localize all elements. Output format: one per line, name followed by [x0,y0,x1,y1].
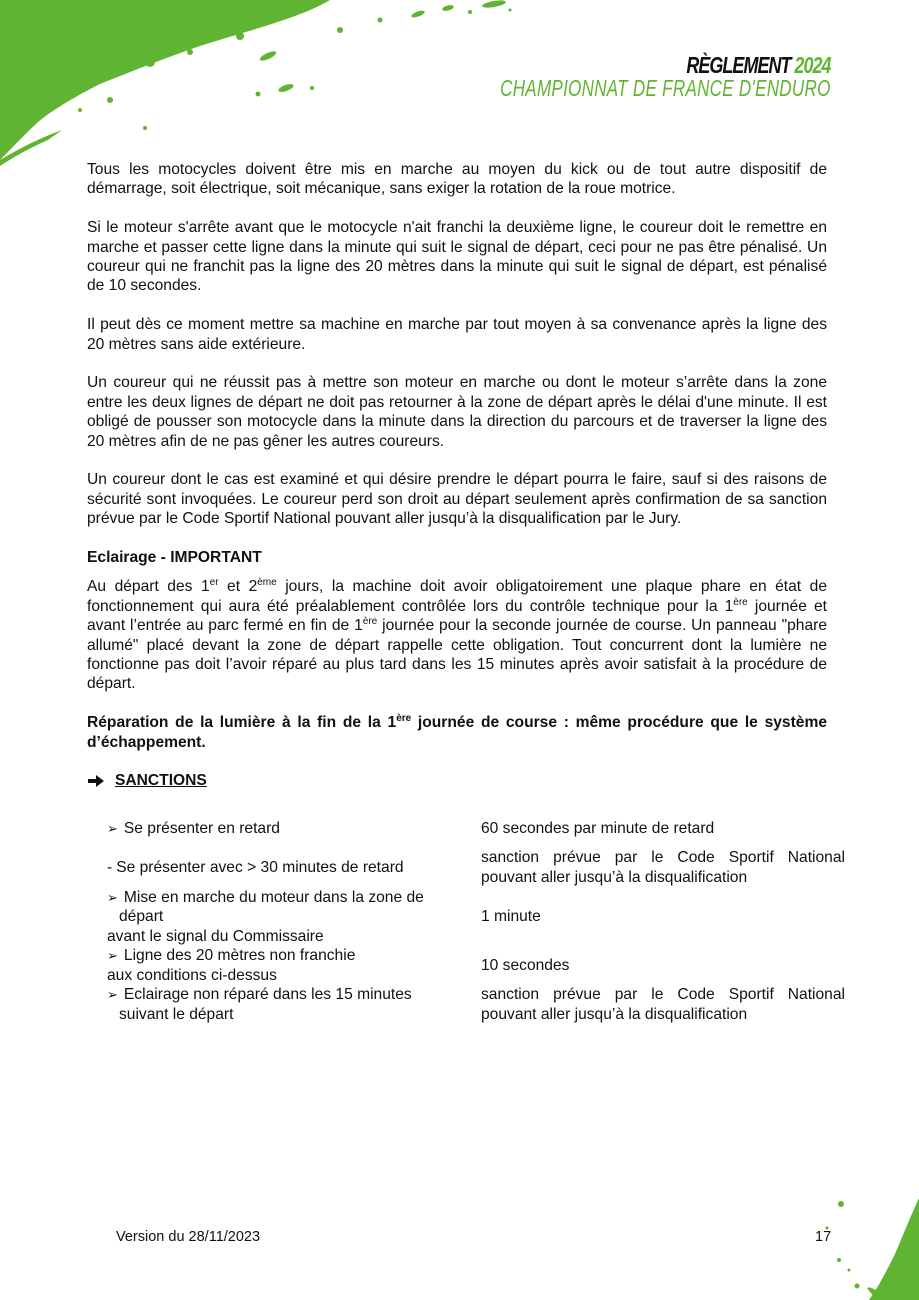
sanctions-heading [87,771,827,790]
page-number: 17 [815,1229,832,1245]
paragraph-4: Un coureur qui ne réussit pas à mettre son moteur en marche ou dont le moteur s’arrête dans la zone entre les deux lignes de départ ne doit pas retourner à la zone de départ après le délai d'une minute. Il est obligé de pousser son motocycle dans la minute dans la direction du parcours et de traverser la ligne des 20 mètres afin de ne pas gêner les autres coureurs. [87,374,827,450]
sanction-penalty: 60 secondes par minute de retard [481,820,715,838]
sanction-offense: ➢ Se présenter en retard [107,820,280,838]
arrow-right-icon [87,774,105,788]
table-row [107,985,845,1024]
document-header [384,54,831,100]
sanction-penalty: sanction prévue par le Code Sportif National pouvant aller jusqu’à la disqualification [481,986,845,1023]
header-title-year: 2024 [794,52,831,78]
paragraph-1: Tous les motocycles doivent être mis en marche au moyen du kick ou de tout autre dispositif de démarrage, soit électrique, soit mécanique, sans exiger la rotation de la roue motrice. [87,161,827,198]
sanction-offense: ➢ Eclairage non réparé dans les 15 minutes suivant le départ [107,986,412,1023]
sanction-offense: - Se présenter avec > 30 minutes de retard [107,859,404,877]
table-row [107,848,845,888]
paragraph-3: Il peut dès ce moment mettre sa machine en marche par tout moyen à sa convenance après la ligne des 20 mètres sans aide extérieure. [87,316,827,353]
sanctions-table [107,810,845,1024]
sanction-offense: ➢ Mise en marche du moteur dans la zone de départ avant le signal du Commissaire [107,888,424,945]
reparation-paragraph: Réparation de la lumière à la fin de la 1ère journée de course : même procédure que le système d’échappement. [87,713,827,751]
document-body [87,160,845,1024]
table-row [107,810,845,848]
green-splash-bottom-decoration [809,1190,919,1300]
paragraph-5: Un coureur dont le cas est examiné et qui désire prendre le départ pourra le faire, sauf si des raisons de sécurité sont invoquées. Le coureur perd son droit au départ seulement après confirmation de sa sanction prévue par le Code Sportif National pouvant aller jusqu’à la disqualification par le Jury. [87,471,827,528]
header-title [483,54,831,77]
eclairage-paragraph: Au départ des 1er et 2ème jours, la machine doit avoir obligatoirement une plaque phare en état de fonctionnement qui aura été préalablement contrôlée lors du contrôle technique pour la 1ère journée et avant l’entrée au parc fermé en fin de 1ère journée pour la seconde journée de course. Un panneau "phare allumé" placé devant la zone de départ rappelle cette obligation. Tout concurrent dont la lumière ne fonctionne pas doit l’avoir réparé au plus tard dans les 15 minutes après avoir satisfait à la procédure de départ. [87,577,827,693]
header-title-word: RÈGLEMENT [686,52,791,78]
sanction-offense: ➢ Ligne des 20 mètres non franchie aux conditions ci-dessus [107,947,356,984]
eclairage-heading: Eclairage - IMPORTANT [87,549,262,567]
table-row [107,888,845,946]
sanction-penalty: 10 secondes [481,956,570,974]
paragraph-2: Si le moteur s'arrête avant que le motocycle n'ait franchi la deuxième ligne, le coureur doit le remettre en marche et passer cette ligne dans la minute qui suit le signal de départ, ceci pour ne pas être pénalisé. Un coureur qui ne franchit pas la ligne des 20 mètres dans la minute qui suit le signal de départ, est pénalisé de 10 secondes. [87,219,827,295]
table-row [107,946,845,985]
footer-version: Version du 28/11/2023 [116,1229,261,1245]
sanction-penalty: sanction prévue par le Code Sportif National pouvant aller jusqu’à la disqualification [481,849,845,886]
header-subtitle: CHAMPIONNAT DE FRANCE D'ENDURO [500,75,831,101]
sanctions-title: SANCTIONS [115,772,207,790]
sanction-penalty: 1 minute [481,908,541,926]
